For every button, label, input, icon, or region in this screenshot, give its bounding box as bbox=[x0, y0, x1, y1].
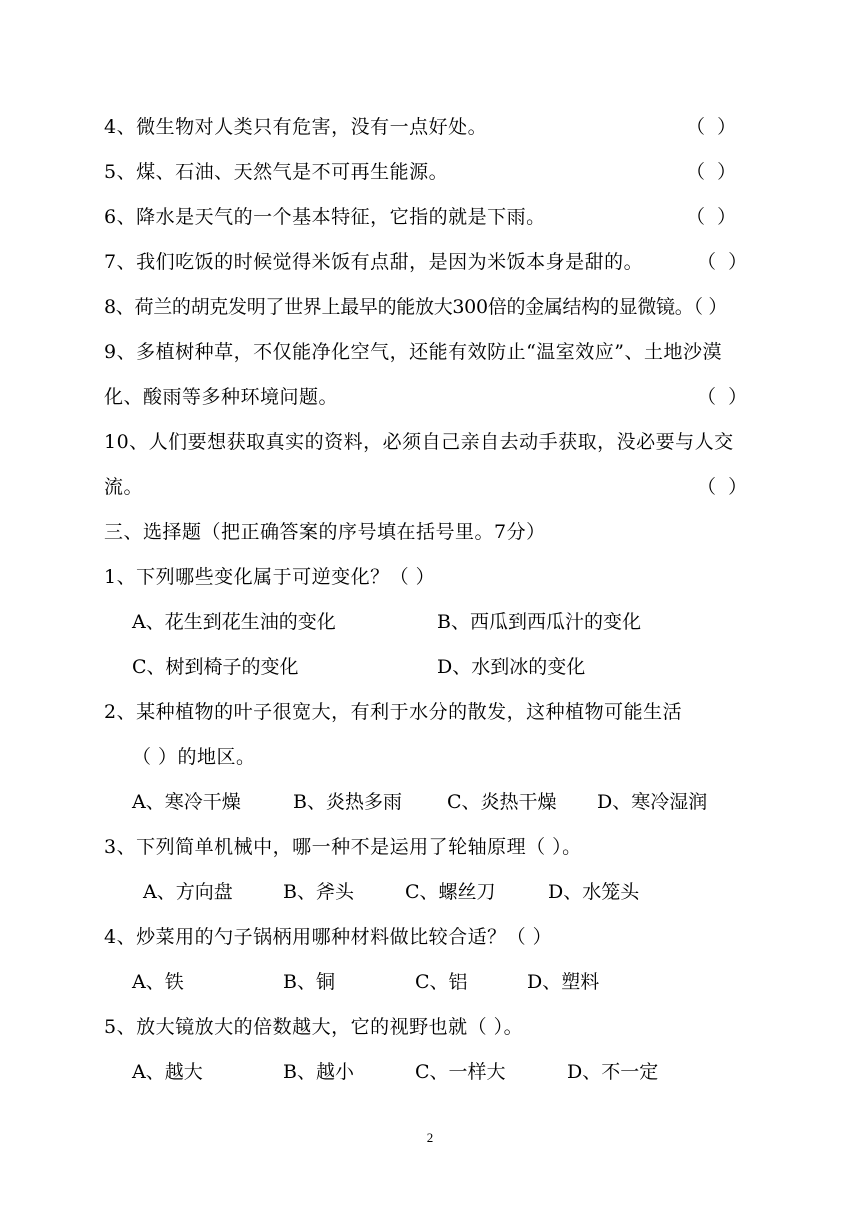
judge-q4-text: 4、微生物对人类只有危害，没有一点好处。 bbox=[104, 116, 488, 138]
mc-q3-option-d: D、水笼头 bbox=[548, 881, 640, 903]
judge-q10-answer-paren: （ ） bbox=[697, 476, 748, 498]
judge-q5-text: 5、煤、石油、天然气是不可再生能源。 bbox=[104, 161, 449, 183]
judge-q9-line2: 化、酸雨等多种环境问题。 bbox=[104, 386, 339, 408]
mc-q2-option-b: B、炎热多雨 bbox=[293, 791, 402, 813]
mc-q2-option-c: C、炎热干燥 bbox=[447, 791, 557, 813]
judge-q4-answer-paren: （ ） bbox=[686, 116, 737, 138]
mc-q1-option-d: D、水到冰的变化 bbox=[437, 656, 586, 678]
mc-q5-option-c: C、一样大 bbox=[415, 1061, 506, 1083]
mc-q5-stem: 5、放大镜放大的倍数越大，它的视野也就（ ）。 bbox=[104, 1016, 524, 1038]
mc-q4-option-c: C、铝 bbox=[415, 971, 468, 993]
mc-q5-option-d: D、不一定 bbox=[567, 1061, 659, 1083]
mc-q4-option-b: B、铜 bbox=[283, 971, 335, 993]
judge-q8-text: 8、荷兰的胡克发明了世界上最早的能放大300倍的金属结构的显微镜。（ ） bbox=[104, 296, 728, 318]
mc-q4-option-d: D、塑料 bbox=[527, 971, 600, 993]
mc-q2-stem-line2: （ ）的地区。 bbox=[132, 746, 256, 768]
mc-q1-option-c: C、树到椅子的变化 bbox=[132, 656, 299, 678]
mc-q5-option-a: A、越大 bbox=[132, 1061, 203, 1083]
judge-q5-answer-paren: （ ） bbox=[686, 161, 737, 183]
mc-q1-option-a: A、花生到花生油的变化 bbox=[132, 611, 336, 633]
judge-q9-answer-paren: （ ） bbox=[697, 386, 748, 408]
mc-q1-option-b: B、西瓜到西瓜汁的变化 bbox=[437, 611, 641, 633]
section-3-heading: 三、选择题（把正确答案的序号填在括号里。7分） bbox=[104, 521, 546, 543]
judge-q10-line1: 10、人们要想获取真实的资料，必须自己亲自去动手获取，没必要与人交 bbox=[104, 431, 734, 453]
mc-q3-stem: 3、下列简单机械中，哪一种不是运用了轮轴原理（ ）。 bbox=[104, 836, 582, 858]
judge-q7-text: 7、我们吃饭的时候觉得米饭有点甜，是因为米饭本身是甜的。 bbox=[104, 251, 644, 273]
mc-q2-option-d: D、寒冷湿润 bbox=[597, 791, 708, 813]
judge-q7-answer-paren: （ ） bbox=[697, 251, 748, 273]
judge-q6-answer-paren: （ ） bbox=[686, 206, 737, 228]
judge-q6-text: 6、降水是天气的一个基本特征，它指的就是下雨。 bbox=[104, 206, 546, 228]
mc-q5-option-b: B、越小 bbox=[283, 1061, 354, 1083]
mc-q2-stem-line1: 2、某种植物的叶子很宽大，有利于水分的散发，这种植物可能生活 bbox=[104, 701, 683, 723]
judge-q10-line2: 流。 bbox=[104, 476, 144, 498]
mc-q4-option-a: A、铁 bbox=[132, 971, 184, 993]
mc-q3-option-b: B、斧头 bbox=[283, 881, 354, 903]
mc-q4-stem: 4、炒菜用的勺子锅柄用哪种材料做比较合适？（ ） bbox=[104, 926, 553, 948]
mc-q1-stem: 1、下列哪些变化属于可逆变化？（ ） bbox=[104, 566, 436, 588]
mc-q3-option-a: A、方向盘 bbox=[143, 881, 233, 903]
mc-q3-option-c: C、螺丝刀 bbox=[405, 881, 496, 903]
page-number: 2 bbox=[426, 1130, 434, 1145]
judge-q9-line1: 9、多植树种草，不仅能净化空气，还能有效防止“温室效应”、土地沙漠 bbox=[104, 341, 723, 363]
mc-q2-option-a: A、寒冷干燥 bbox=[132, 791, 241, 813]
